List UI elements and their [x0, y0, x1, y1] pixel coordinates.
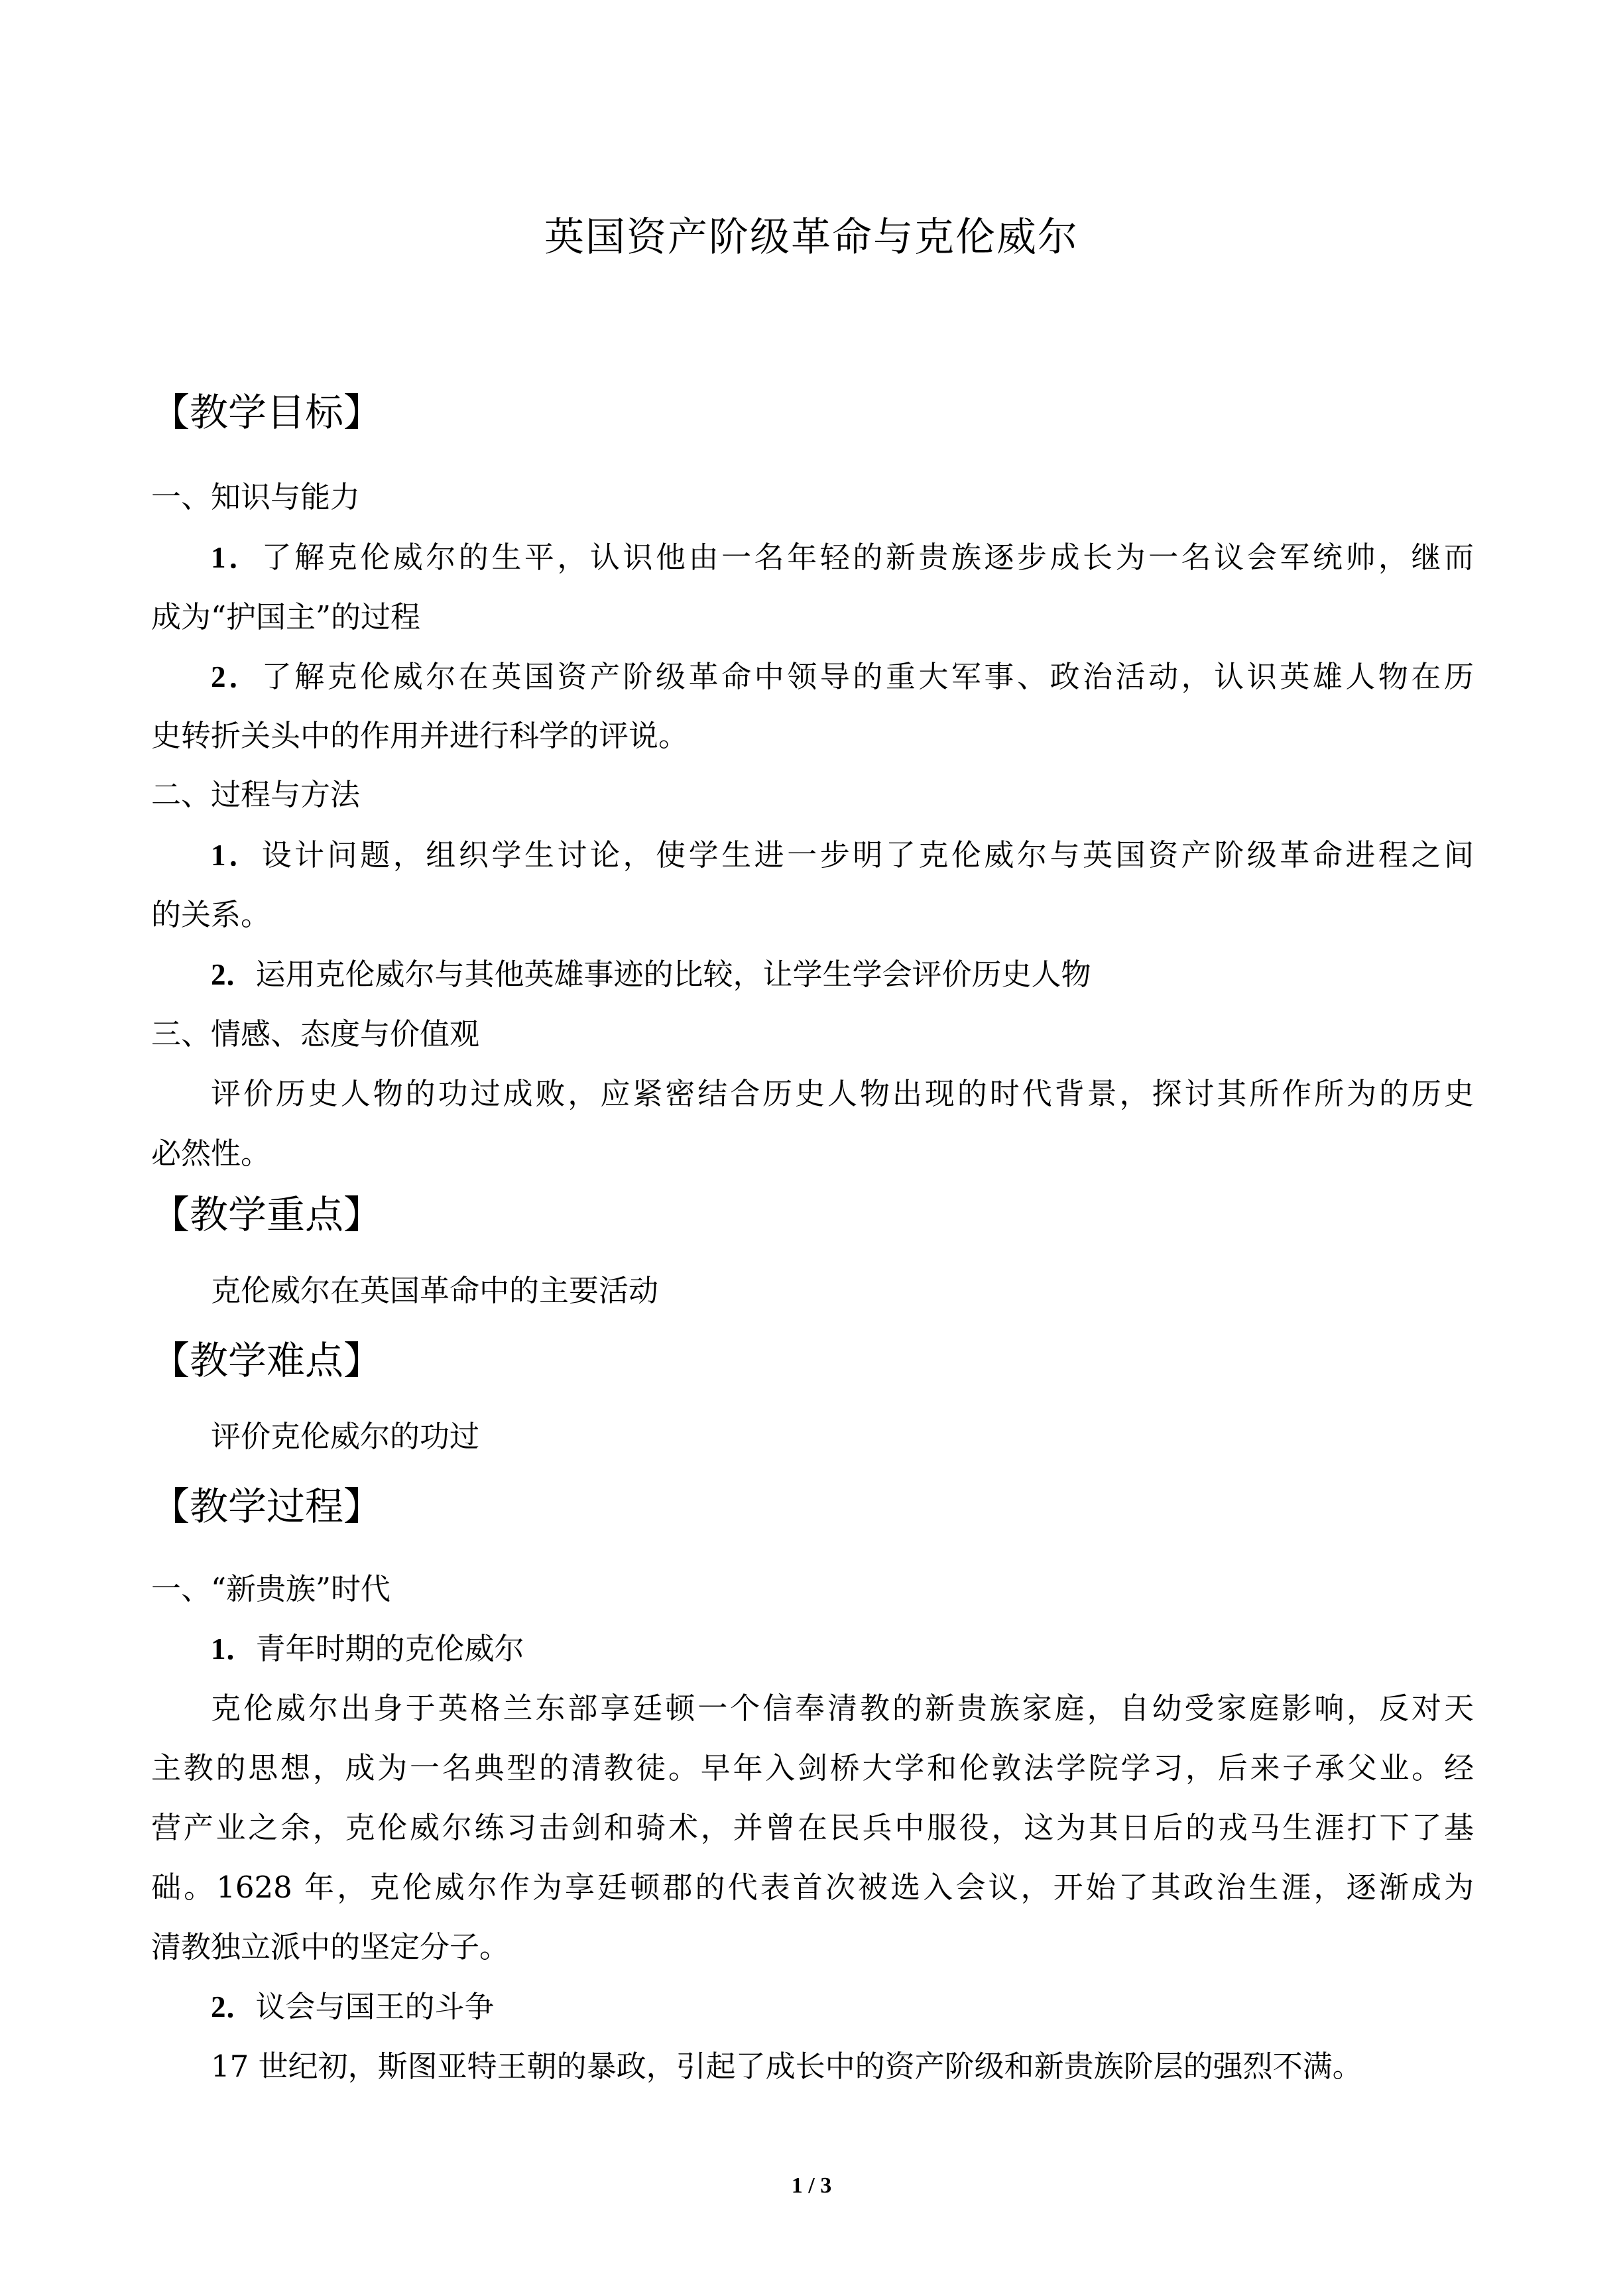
- item-number: 1．: [211, 541, 262, 574]
- key-point-text: 克伦威尔在英国革命中的主要活动: [211, 1273, 659, 1308]
- objectives-part3-line2: 必然性。: [151, 1136, 271, 1171]
- objectives-part2-item1-line1: [211, 835, 1474, 876]
- item-text: 了解克伦威尔在英国资产阶级革命中领导的重大军事、政治活动，认识英雄人物在历: [261, 659, 1474, 694]
- item-text: 议会与国王的斗争: [255, 1989, 495, 2024]
- item-text: 了解克伦威尔的生平，认识他由一名年轻的新贵族逐步成长为一名议会军统帅，继而: [261, 540, 1474, 575]
- objectives-part2-label: 二、过程与方法: [151, 777, 361, 812]
- process-para1-line4: 础。1628 年，克伦威尔作为享廷顿郡的代表首次被选入会议，开始了其政治生涯，逐渐成为: [151, 1870, 1474, 1905]
- item-number: 2．: [211, 660, 262, 694]
- item-text: 青年时期的克伦威尔: [255, 1631, 524, 1666]
- objectives-part3-label: 三、情感、态度与价值观: [151, 1016, 480, 1052]
- objectives-part1-item1-line2: 成为“护国主”的过程: [151, 599, 421, 634]
- item-number: 2．: [211, 1990, 256, 2024]
- process-sub1-title: [211, 1628, 524, 1669]
- objectives-part3-line1: 评价历史人物的功过成败，应紧密结合历史人物出现的时代背景，探讨其所作所为的历史: [211, 1076, 1474, 1111]
- process-para1-line2: 主教的思想，成为一名典型的清教徒。早年入剑桥大学和伦敦法学院学习，后来子承父业。经: [151, 1750, 1474, 1785]
- item-number: 1．: [211, 1632, 256, 1665]
- process-para1-line3: 营产业之余，克伦威尔练习击剑和骑术，并曾在民兵中服役，这为其日后的戎马生涯打下了基: [151, 1810, 1474, 1845]
- objectives-part1-label: 一、知识与能力: [151, 479, 361, 514]
- objectives-part1-item2-line2: 史转折关头中的作用并进行科学的评说。: [151, 718, 689, 753]
- process-para1-line1: 克伦威尔出身于英格兰东部享廷顿一个信奉清教的新贵族家庭，自幼受家庭影响，反对天: [211, 1691, 1474, 1726]
- heading-difficulty: 【教学难点】: [151, 1338, 383, 1383]
- objectives-part2-item1-line2: 的关系。: [151, 897, 271, 932]
- item-text: 设计问题，组织学生讨论，使学生进一步明了克伦威尔与英国资产阶级革命进程之间: [261, 837, 1474, 873]
- process-para2-line1: 17 世纪初，斯图亚特王朝的暴政，引起了成长中的资产阶级和新贵族阶层的强烈不满。: [211, 2049, 1362, 2084]
- heading-key-point: 【教学重点】: [151, 1192, 383, 1237]
- objectives-part1-item2-line1: [211, 656, 1474, 697]
- page-indicator: 1 / 3: [791, 2173, 832, 2198]
- process-para1-line5: 清教独立派中的坚定分子。: [151, 1929, 510, 1964]
- objectives-part1-item1-line1: [211, 537, 1474, 578]
- heading-process: 【教学过程】: [151, 1484, 383, 1529]
- item-number: 1．: [211, 839, 262, 872]
- item-text: 运用克伦威尔与其他英雄事迹的比较，让学生学会评价历史人物: [255, 957, 1091, 992]
- process-part1-label: 一、“新贵族”时代: [151, 1571, 391, 1606]
- difficulty-text: 评价克伦威尔的功过: [211, 1419, 480, 1454]
- heading-objectives: 【教学目标】: [151, 390, 383, 435]
- document-title: 英国资产阶级革命与克伦威尔: [544, 214, 1079, 261]
- process-sub2-title: [211, 1986, 495, 2027]
- objectives-part2-item2-line1: [211, 954, 1091, 995]
- item-number: 2．: [211, 958, 256, 991]
